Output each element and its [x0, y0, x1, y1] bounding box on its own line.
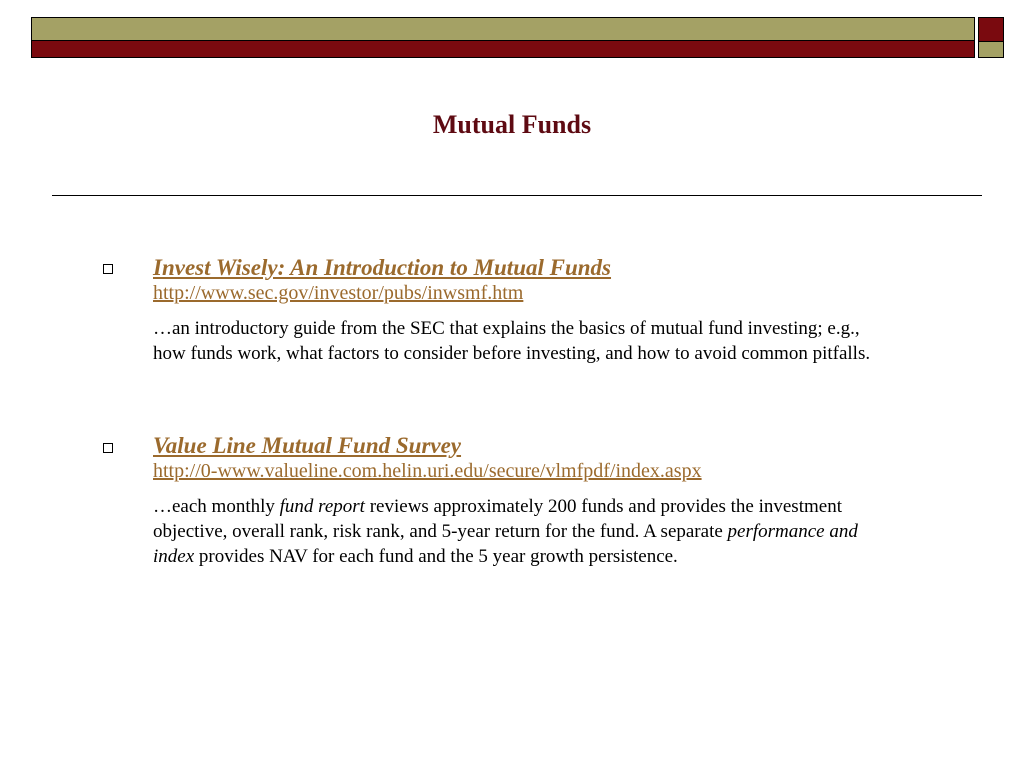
bullet-square-icon: [103, 443, 113, 453]
header-corner-olive-square: [978, 42, 1004, 58]
slide-title: Mutual Funds: [432, 110, 592, 139]
header-maroon-bar: [31, 41, 975, 58]
resource-url-link[interactable]: http://0-www.valueline.com.helin.uri.edu/secure/vlmfpdf/index.aspx: [153, 460, 702, 482]
resource-item: [153, 254, 913, 366]
resource-title-link[interactable]: Value Line Mutual Fund Survey: [153, 433, 462, 458]
description-emphasis: performance and index: [153, 521, 858, 567]
resource-title-link[interactable]: Invest Wisely: An Introduction to Mutual Funds: [153, 255, 612, 280]
description-text: provides NAV for each fund and the 5 year growth persistence.: [194, 546, 678, 567]
header-olive-bar: [31, 17, 975, 41]
header-corner-maroon-square: [978, 17, 1004, 42]
description-text: reviews approximately 200 funds and provides the investment objective, overall rank, risk rank, and 5-year return for the fund. A separate: [153, 496, 842, 542]
description-text: …each monthly: [153, 496, 280, 517]
title-divider: [52, 195, 982, 196]
bullet-square-icon: [103, 264, 113, 274]
description-emphasis: fund report: [279, 496, 365, 517]
resource-url-link[interactable]: http://www.sec.gov/investor/pubs/inwsmf.htm: [153, 282, 524, 304]
resource-description: …an introductory guide from the SEC that explains the basics of mutual fund investing; e.g., how funds work, what factors to consider before investing, and how to avoid common pitfalls.: [153, 318, 871, 364]
resource-item: [153, 432, 913, 569]
resource-description: [153, 494, 883, 569]
